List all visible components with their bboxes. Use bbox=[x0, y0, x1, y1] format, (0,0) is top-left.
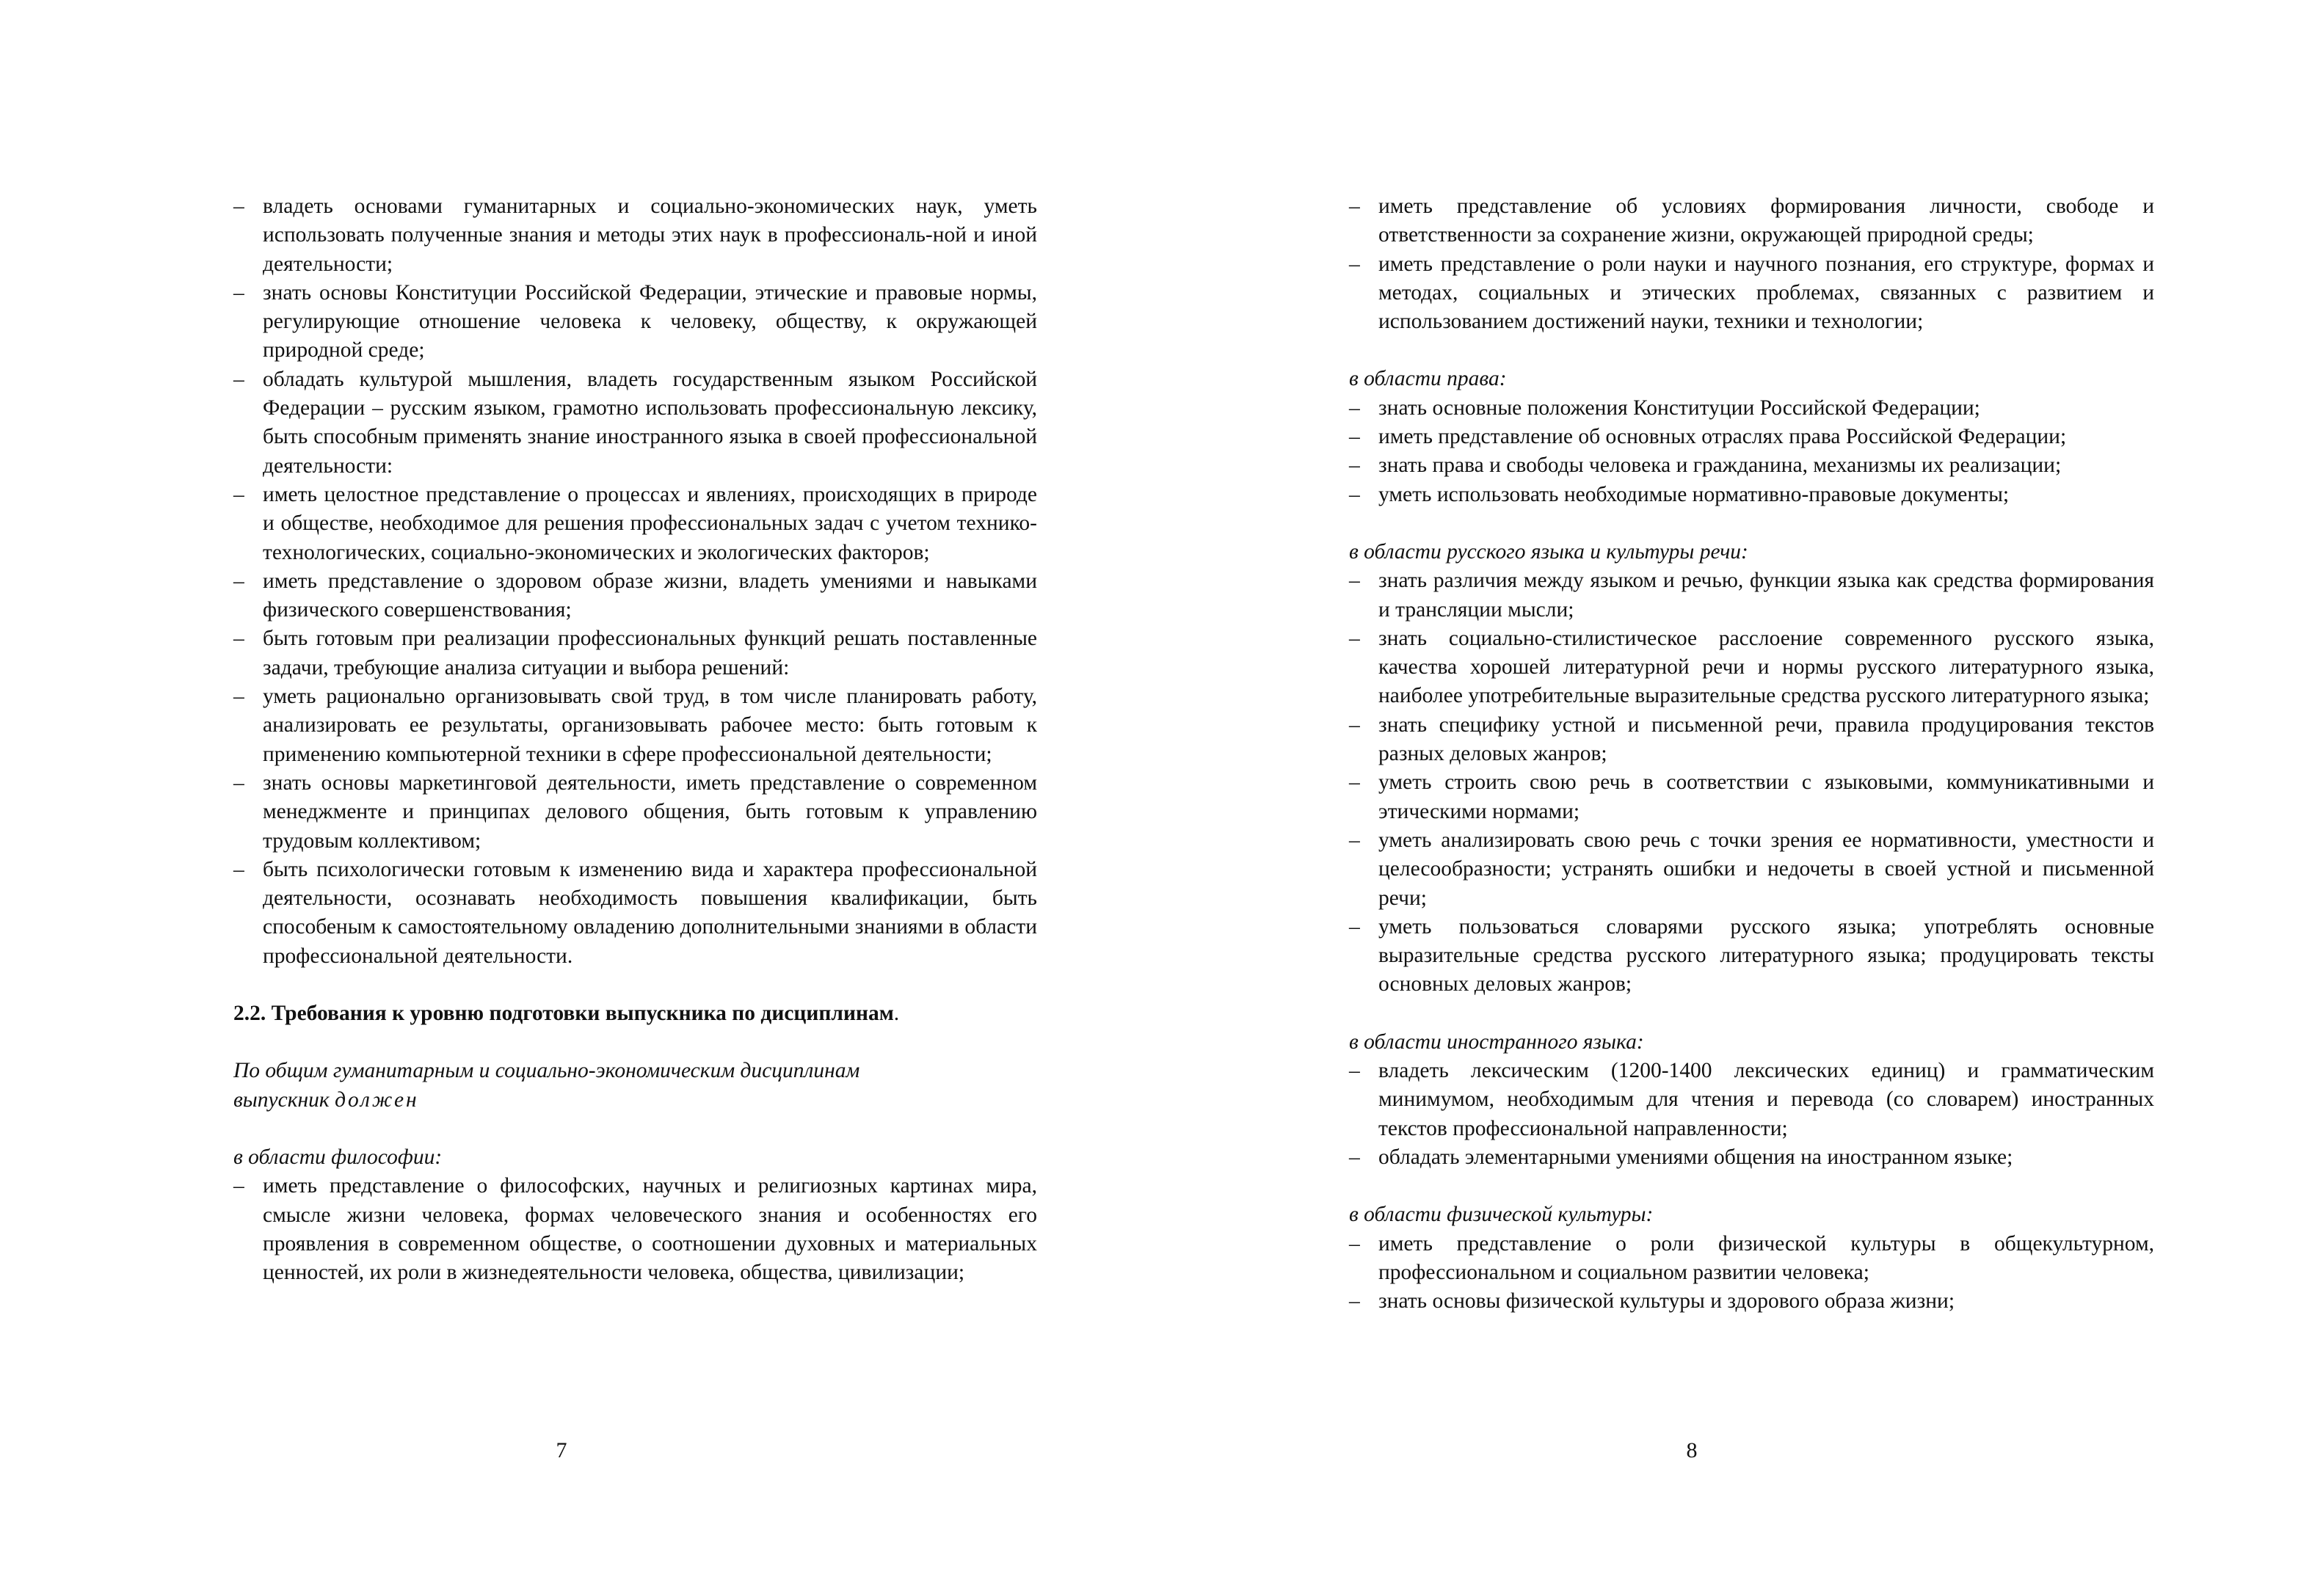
section-heading bbox=[233, 999, 1037, 1028]
list-item: – владеть лексическим (1200-1400 лексических единиц) и грамматическим минимумом, необходимым для чтения и перевода (со словарем) иностранных текстов профессиональной направленности; bbox=[1349, 1057, 2154, 1143]
section-heading-text: 2.2. Требования к уровню подготовки выпускника по дисциплинам bbox=[233, 1002, 894, 1026]
list-item: – знать различия между языком и речью, функции языка как средства формирования и трансляции мысли; bbox=[1349, 566, 2154, 624]
subsection-title-philosophy: в области философии: bbox=[233, 1145, 443, 1169]
list-item: – уметь анализировать свою речь с точки зрения ее нормативности, уместности и целесообразности; устранять ошибки и недочеты в своей устной и письменной речи; bbox=[1349, 826, 2154, 913]
list-item: – уметь строить свою речь в соответствии с языковыми, коммуникативными и этическими нормами; bbox=[1349, 768, 2154, 826]
list-item: – быть психологически готовым к изменению вида и характера профессиональной деятельности, осознавать необходимость повышения квалификации, быть способеным к самостоятельному овладению дополнительными знаниями в области профессиональной деятельности. bbox=[233, 856, 1037, 971]
russian-list bbox=[1349, 566, 2154, 999]
list-item: – иметь представление об условиях формирования личности, свободе и ответственности за сохранение жизни, окружающей природной среды; bbox=[1349, 192, 2154, 250]
page-left-content bbox=[233, 192, 1037, 1287]
intro-line-2-spaced: должен bbox=[335, 1087, 419, 1112]
subsection-title-russian: в области русского языка и культуры речи: bbox=[1349, 539, 1748, 564]
foreign-list bbox=[1349, 1057, 2154, 1172]
list-item: – быть готовым при реализации профессиональных функций решать поставленные задачи, требующие анализа ситуации и выбора решений: bbox=[233, 624, 1037, 682]
list-item: – обладать элементарными умениями общения на иностранном языке; bbox=[1349, 1143, 2154, 1172]
section-heading-suffix: . bbox=[893, 1002, 900, 1026]
section-intro bbox=[233, 1057, 967, 1115]
list-item: – владеть основами гуманитарных и социально-экономических наук, уметь использовать полученные знания и методы этих наук в профессиональ-ной и иной деятельности; bbox=[233, 192, 1037, 279]
physical-list bbox=[1349, 1230, 2154, 1316]
list-item: – знать специфику устной и письменной речи, правила продуцирования текстов разных деловых жанров; bbox=[1349, 711, 2154, 769]
list-item: – обладать культурой мышления, владеть государственным языком Российской Федерации – русским языком, грамотно использовать профессиональную лексику, быть способным применять знание иностранного языка в своей профессиональной деятельности: bbox=[233, 365, 1037, 481]
list-item: – уметь использовать необходимые нормативно-правовые документы; bbox=[1349, 481, 2154, 509]
list-item: – знать права и свободы человека и гражданина, механизмы их реализации; bbox=[1349, 451, 2154, 480]
list-item: – иметь представление об основных отраслях права Российской Федерации; bbox=[1349, 423, 2154, 451]
intro-line-2-prefix: выпускник bbox=[233, 1087, 330, 1112]
list-item: – знать основы маркетинговой деятельности, иметь представление о современном менеджменте и принципах делового общения, быть готовым к управлению трудовым коллективом; bbox=[233, 769, 1037, 856]
philosophy-list bbox=[233, 1172, 1037, 1287]
subsection-title-law: в области права: bbox=[1349, 367, 1507, 391]
list-item: – иметь целостное представление о процессах и явлениях, происходящих в природе и обществе, необходимое для решения профессиональных задач с учетом технико-технологических, социально-экономических и экологических факторов; bbox=[233, 481, 1037, 567]
list-item: – уметь рационально организовывать свой труд, в том числе планировать работу, анализировать ее результаты, организовывать рабочее место: быть готовым к применению компьютерной техники в сфере профессиональной деятельности; bbox=[233, 682, 1037, 769]
list-item: – иметь представление о философских, научных и религиозных картинах мира, смысле жизни человека, формах человеческого знания и особенностях его проявления в современном обществе, о соотношении духовных и материальных ценностей, их роли в жизнедеятельности человека, общества, цивилизации; bbox=[233, 1172, 1037, 1287]
subsection-title-physical: в области физической культуры: bbox=[1349, 1203, 1654, 1227]
page-number: 7 bbox=[556, 1438, 567, 1462]
list-item: – иметь представление о роли физической культуры в общекультурном, профессиональном и социальном развитии человека; bbox=[1349, 1230, 2154, 1288]
list-item: – знать социально-стилистическое расслоение современного русского языка, качества хорошей литературной речи и нормы русского литературного языка, наиболее употребительные выразительные средства русского литературного языка; bbox=[1349, 624, 2154, 711]
intro-line-1: По общим гуманитарным и социально-экономическим дисциплинам bbox=[233, 1059, 860, 1083]
list-item: – знать основные положения Конституции Российской Федерации; bbox=[1349, 394, 2154, 423]
list-item: – знать основы Конституции Российской Федерации, этические и правовые нормы, регулирующие отношение человека к человеку, обществу, к окружающей природной среде; bbox=[233, 279, 1037, 365]
page-number: 8 bbox=[1686, 1438, 1698, 1462]
continued-list bbox=[1349, 192, 2154, 336]
law-list bbox=[1349, 394, 2154, 509]
page-right-content bbox=[1349, 192, 2154, 1316]
list-item: – иметь представление о роли науки и научного познания, его структуре, формах и методах, социальных и этических проблемах, связанных с развитием и использованием достижений науки, техники и технологии; bbox=[1349, 250, 2154, 337]
list-item: – знать основы физической культуры и здорового образа жизни; bbox=[1349, 1287, 2154, 1316]
list-item: – уметь пользоваться словарями русского языка; употреблять основные выразительные средства русского литературного языка; продуцировать тексты основных деловых жанров; bbox=[1349, 913, 2154, 999]
subsection-title-foreign: в области иностранного языка: bbox=[1349, 1030, 1644, 1054]
list-item: – иметь представление о здоровом образе жизни, владеть умениями и навыками физического совершенствования; bbox=[233, 567, 1037, 625]
page-right bbox=[1156, 0, 2312, 1596]
intro-line-2 bbox=[233, 1086, 967, 1115]
general-requirements-list bbox=[233, 192, 1037, 971]
